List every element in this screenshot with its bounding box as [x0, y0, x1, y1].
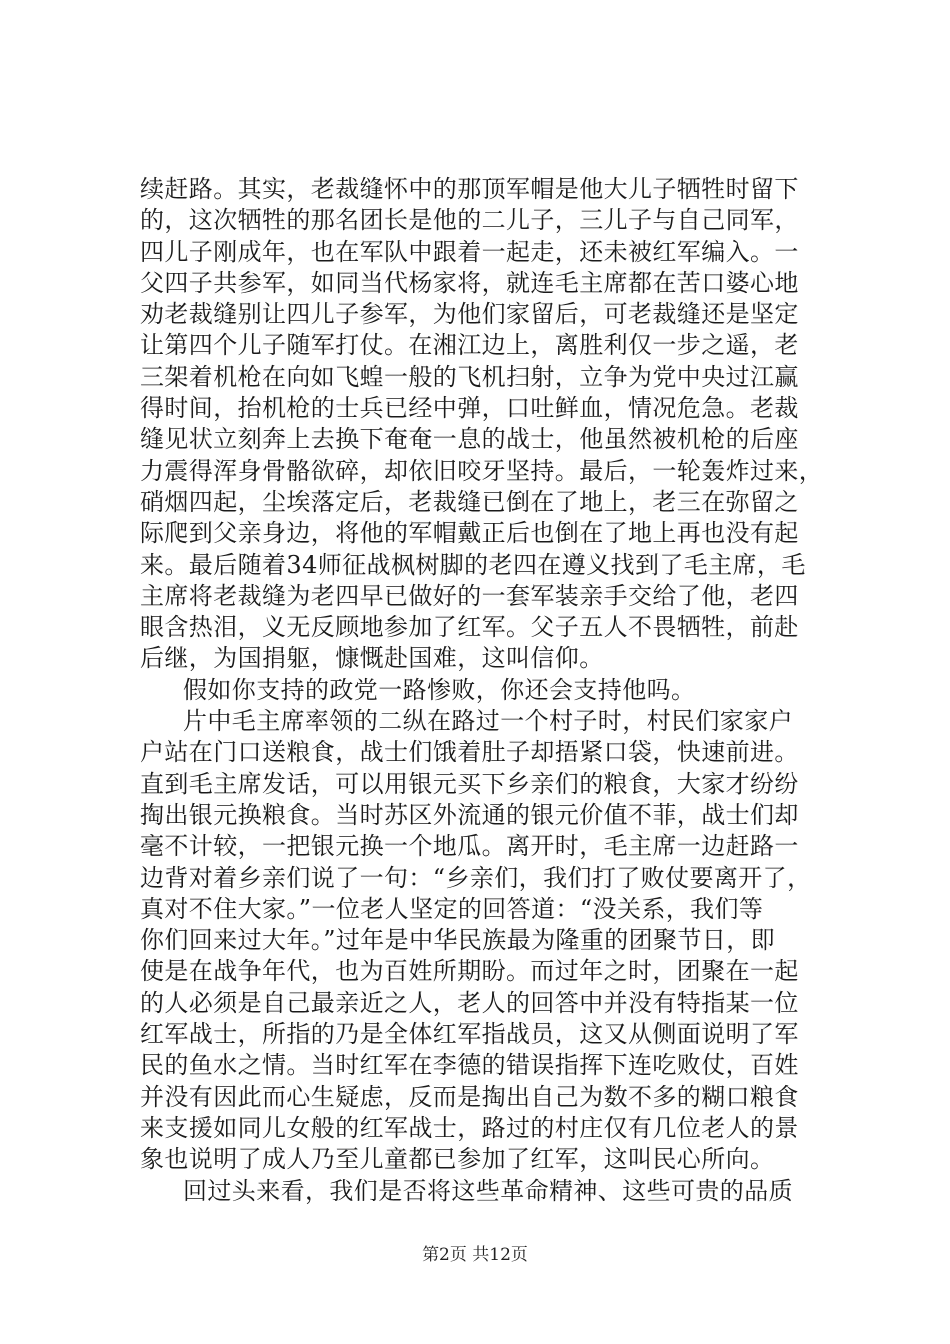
text-line: 缝见状立刻奔上去换下奄奄一息的战士，他虽然被机枪的后座: [140, 425, 799, 454]
text-line: 硝烟四起，尘埃落定后，老裁缝已倒在了地上，老三在弥留之: [140, 487, 799, 516]
text-line: 真对不住大家。”一位老人坚定的回答道：“没关系，我们等: [140, 894, 764, 923]
text-line: 的，这次牺牲的那名团长是他的二儿子，三儿子与自己同军，: [140, 206, 799, 235]
text-line: 眼含热泪，义无反顾地参加了红军。父子五人不畏牺牲，前赴: [140, 613, 799, 642]
text-line: 并没有因此而心生疑虑，反而是掏出自己为数不多的糊口粮食: [140, 1082, 799, 1111]
text-line: 续赶路。其实，老裁缝怀中的那顶军帽是他大儿子牺牲时留下: [140, 175, 799, 203]
text-line: 让第四个儿子随军打仗。在湘江边上，离胜利仅一步之遥，老: [140, 331, 799, 360]
text-line: 使是在战争年代，也为百姓所期盼。而过年之时，团聚在一起: [140, 957, 799, 986]
text-line: 力震得浑身骨骼欲碎，却依旧咬牙坚持。最后，一轮轰炸过来，: [140, 456, 824, 485]
text-line: 际爬到父亲身边，将他的军帽戴正后也倒在了地上再也没有起: [140, 519, 799, 548]
text-line: 毫不计较，一把银元换一个地瓜。离开时，毛主席一边赶路一: [140, 832, 799, 861]
text-line: 三架着机枪在向如飞蝗一般的飞机扫射，立争为党中央过江赢: [140, 362, 799, 391]
text-line: 的人必须是自己最亲近之人，老人的回答中并没有特指某一位: [140, 988, 799, 1017]
text-line: 劝老裁缝别让四儿子参军，为他们家留后，可老裁缝还是坚定: [140, 300, 799, 329]
text-line: 掏出银元换粮食。当时苏区外流通的银元价值不菲，战士们却: [140, 800, 799, 829]
text-line: 后继，为国捐躯，慷慨赴国难，这叫信仰。: [140, 644, 604, 673]
text-line: 民的鱼水之情。当时红军在李德的错误指挥下连吃败仗，百姓: [140, 1051, 799, 1080]
text-line: 红军战士，所指的乃是全体红军指战员，这又从侧面说明了军: [140, 1020, 799, 1049]
text-line: 来。最后随着34师征战枫树脚的老四在遵义找到了毛主席，毛: [140, 550, 806, 579]
text-line: 假如你支持的政党一路惨败，你还会支持他吗。: [183, 675, 696, 704]
text-line: 象也说明了成人乃至儿童都已参加了红军，这叫民心所向。: [140, 1145, 775, 1174]
text-line: 片中毛主席率领的二纵在路过一个村子时，村民们家家户: [183, 707, 793, 736]
text-line: 你们回来过大年。”过年是中华民族最为隆重的团聚节日，即: [140, 926, 776, 955]
text-line: 边背对着乡亲们说了一句：“乡亲们，我们打了败仗要离开了，: [140, 863, 812, 892]
text-line: 主席将老裁缝为老四早已做好的一套军装亲手交给了他，老四: [140, 581, 799, 610]
text-line: 父四子共参军，如同当代杨家将，就连毛主席都在苦口婆心地: [140, 268, 799, 297]
text-line: 来支援如同儿女般的红军战士，路过的村庄仅有几位老人的景: [140, 1113, 799, 1142]
text-line: 得时间，抬机枪的士兵已经中弹，口吐鲜血，情况危急。老裁: [140, 394, 799, 423]
text-line: 直到毛主席发话，可以用银元买下乡亲们的粮食，大家才纷纷: [140, 769, 799, 798]
text-line: 四儿子刚成年，也在军队中跟着一起走，还未被红军编入。一: [140, 237, 799, 266]
text-line: 户站在门口送粮食，战士们饿着肚子却捂紧口袋，快速前进。: [140, 738, 799, 767]
page-footer: 第2页 共12页: [422, 1245, 528, 1265]
body-text: [140, 174, 836, 1207]
text-line: 回过头来看，我们是否将这些革命精神、这些可贵的品质: [183, 1176, 793, 1205]
